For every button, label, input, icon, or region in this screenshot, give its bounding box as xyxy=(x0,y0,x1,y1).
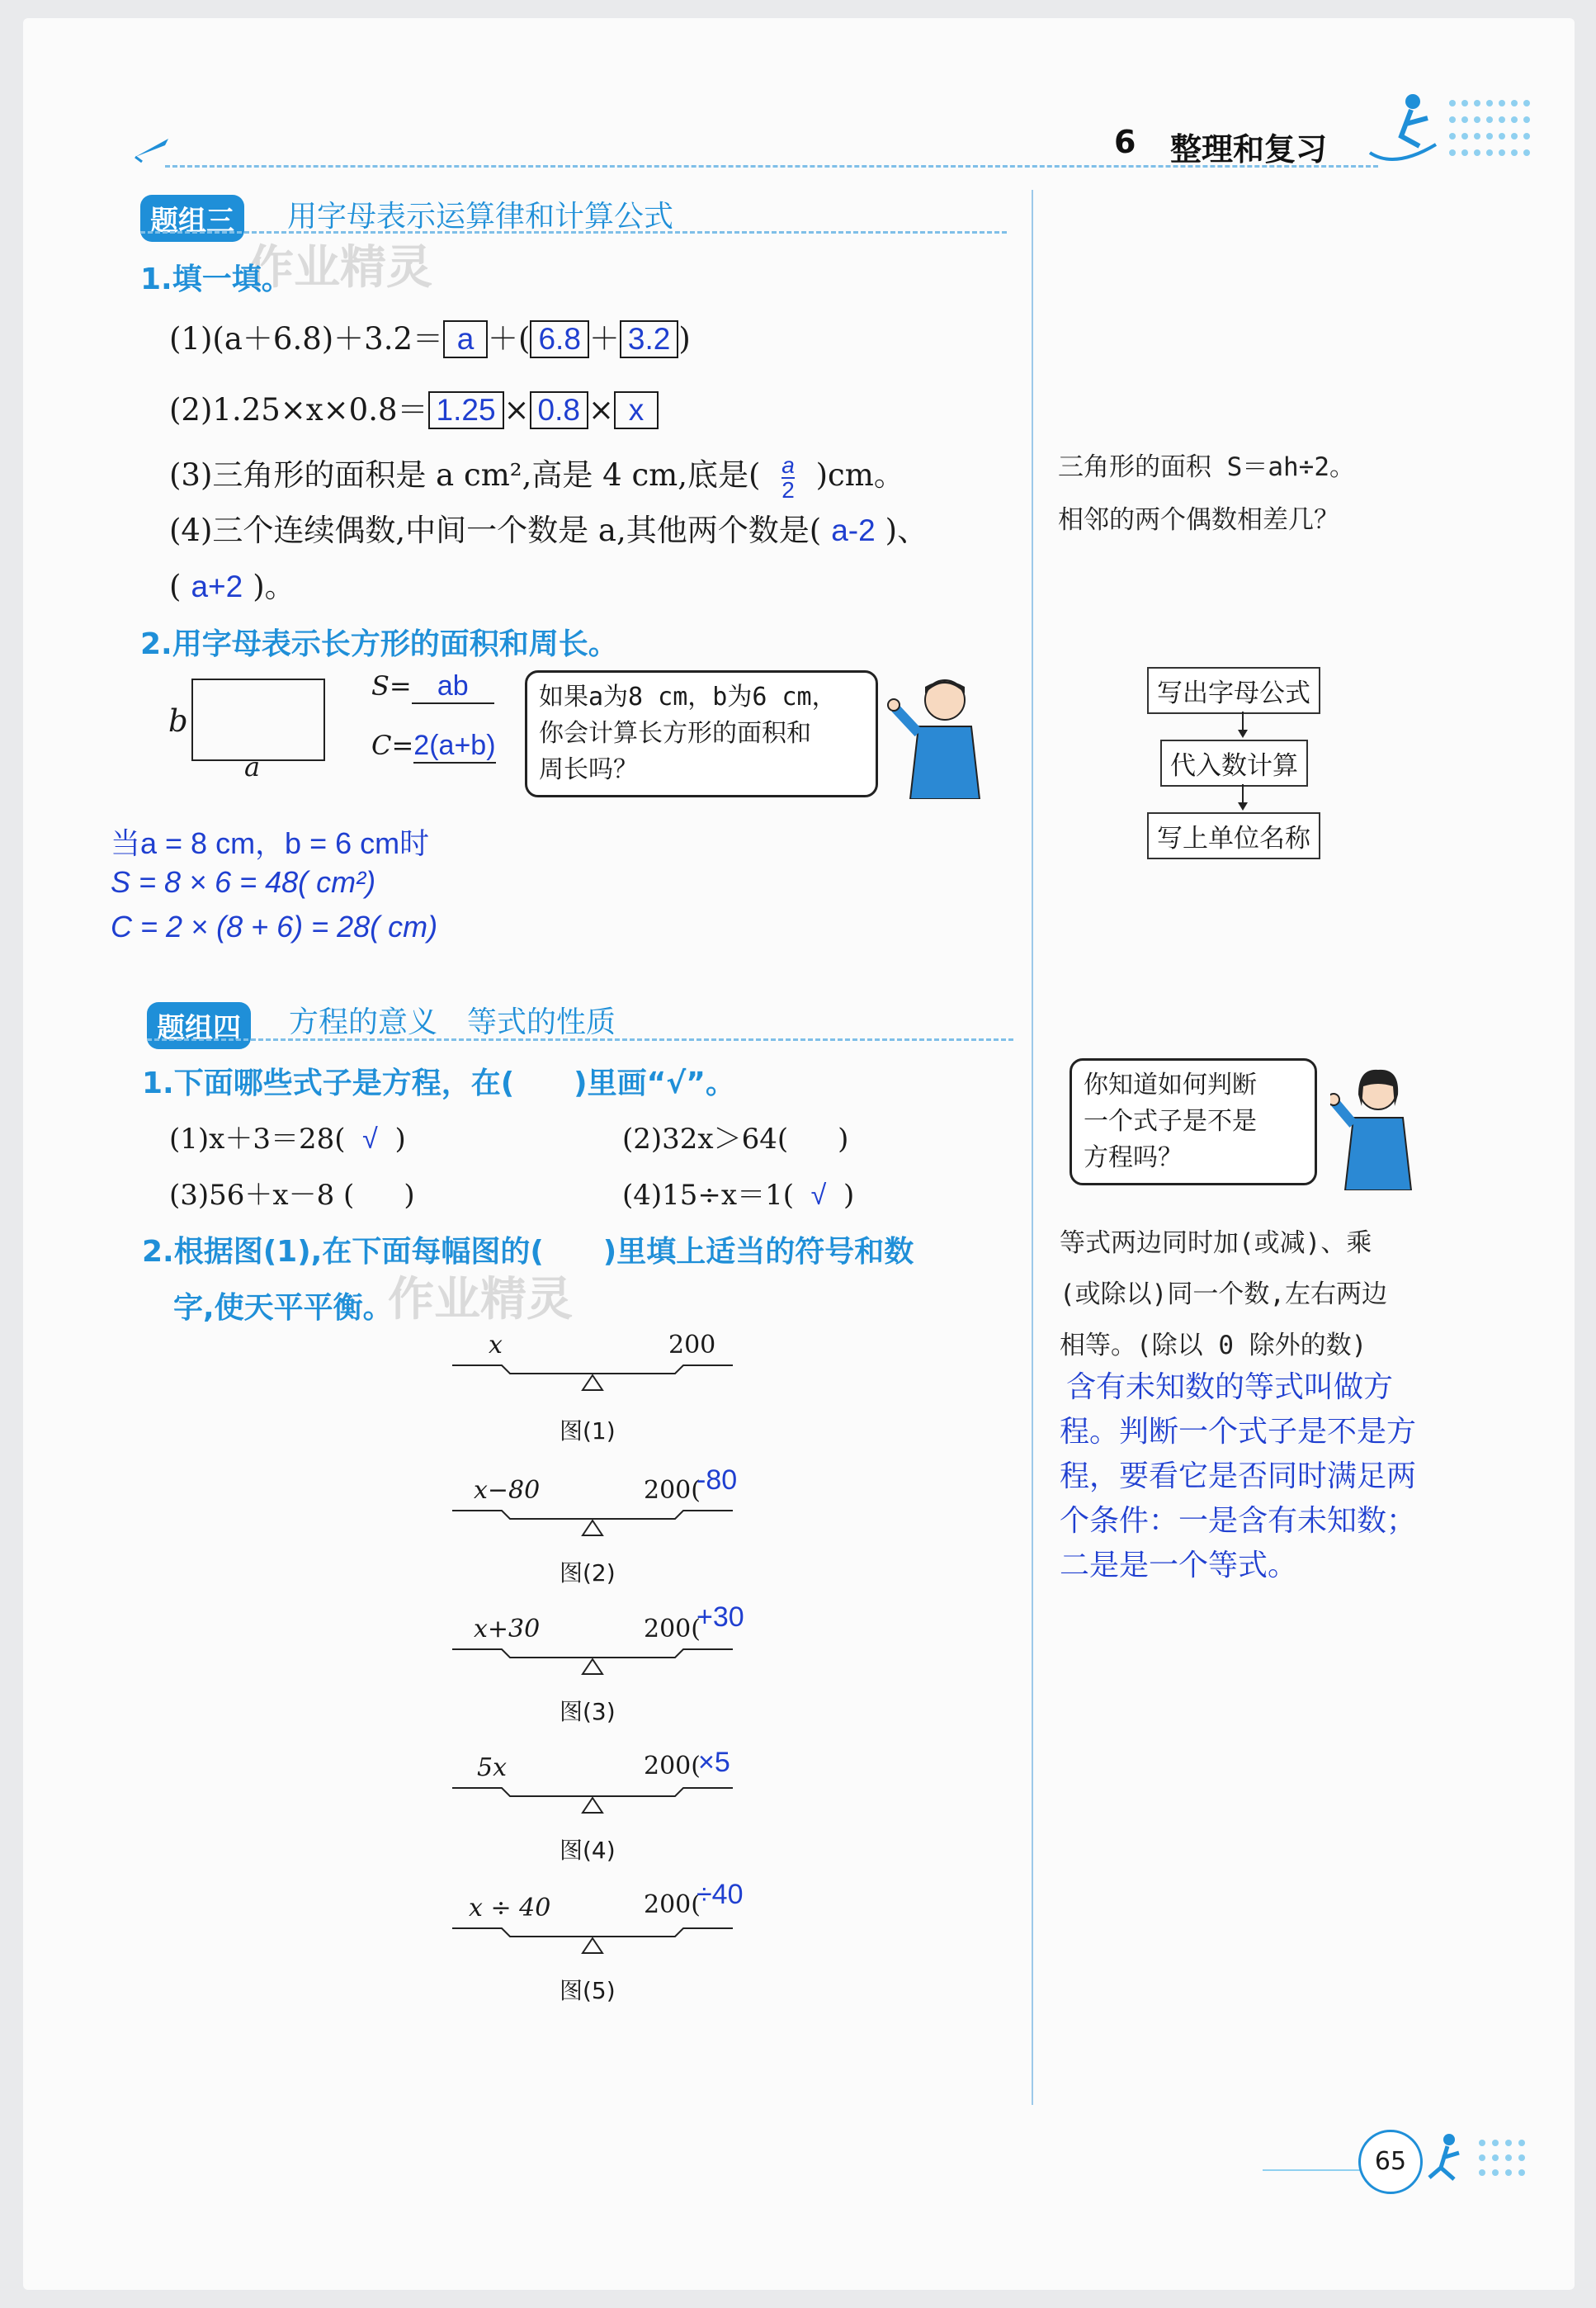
checkmark-answer[interactable]: √ xyxy=(810,1180,827,1211)
answer-box[interactable]: 6.8 xyxy=(530,320,588,358)
work-line-1: 当a = 8 cm，b = 6 cm时 xyxy=(111,826,430,860)
balance-scale-4: 5x 200( ×5 图(4) xyxy=(452,1743,733,1867)
g4-q1-heading: 1.下面哪些式子是方程，在( )里画“√”。 xyxy=(142,1067,735,1100)
g4-q2-heading-line2: 字,使天平平衡。 xyxy=(173,1291,393,1325)
arrow-down-icon xyxy=(1235,784,1251,816)
answer-box[interactable]: x xyxy=(614,391,659,429)
fraction-answer[interactable]: $\frac{a}{2}$ xyxy=(781,452,795,503)
answer-box[interactable]: 1.25 xyxy=(428,391,504,429)
tip-even-numbers: 相邻的两个偶数相差几？ xyxy=(1058,505,1339,535)
perimeter-answer[interactable]: 2(a+b) xyxy=(413,730,495,764)
runner-footer-icon xyxy=(1424,2131,1548,2192)
g4-q1-item3: (3)56＋x－8 ( ) xyxy=(169,1179,415,1212)
work-line-2: S = 8 × 6 = 48( cm²) xyxy=(111,865,376,899)
flow-step-2: 代入数计算 xyxy=(1160,740,1308,787)
answer-a-minus-2[interactable]: a-2 xyxy=(831,513,876,547)
group3-tag: 题组三 xyxy=(140,195,244,242)
watermark: 作业精灵 xyxy=(248,241,432,295)
equality-rule-2: (或除以)同一个数,左右两边 xyxy=(1060,1279,1387,1309)
g3-q1-item2: (2)1.25×x×0.8＝ 1.25 × 0.8 × x xyxy=(169,385,659,429)
g4-q2-heading-line1: 2.根据图(1),在下面每幅图的( )里填上适当的符号和数 xyxy=(142,1235,914,1269)
column-divider xyxy=(1032,190,1033,2105)
g4-q1-item1: (1)x＋3＝28( √ ) xyxy=(169,1123,406,1156)
watermark: 作业精灵 xyxy=(388,1273,573,1327)
balance-scale-3: x+30 200( +30 图(3) xyxy=(452,1606,733,1730)
girl-illustration xyxy=(1330,1067,1421,1194)
group3-title: 用字母表示运算律和计算公式 xyxy=(287,200,674,234)
scale-5-answer[interactable]: ÷40 xyxy=(696,1879,744,1910)
work-line-3: C = 2 × (8 + 6) = 28( cm) xyxy=(111,910,438,944)
answer-box[interactable]: a xyxy=(443,320,488,358)
area-answer[interactable]: ab xyxy=(412,670,494,704)
page-number-badge xyxy=(1358,2130,1423,2194)
flow-step-1: 写出字母公式 xyxy=(1147,667,1320,714)
boy-illustration xyxy=(887,675,994,802)
g4-q1-item2: (2)32x＞64( ) xyxy=(622,1123,849,1156)
group4-rule xyxy=(147,1038,1013,1041)
balance-scale-5: x ÷ 40 200( ÷40 图(5) xyxy=(452,1882,733,2006)
rectangle-diagram xyxy=(191,679,325,761)
balance-scale-2: x−80 200( -80 图(2) xyxy=(452,1468,733,1591)
speech-bubble: 如果a为8 cm，b为6 cm， 你会计算长方形的面积和 周长吗？ xyxy=(525,670,878,797)
group4-tag: 题组四 xyxy=(147,1002,251,1049)
scale-4-answer[interactable]: ×5 xyxy=(698,1747,730,1778)
answer-a-plus-2[interactable]: a+2 xyxy=(191,570,243,603)
footer-line xyxy=(1263,2169,1362,2171)
tip-triangle-area: 三角形的面积 S＝ah÷2。 xyxy=(1058,452,1355,482)
checkmark-answer[interactable]: √ xyxy=(362,1123,378,1155)
equation-answer: 含有未知数的等式叫做方 程。判断一个式子是不是方 程，要看它是否同时满足两 个条件：一是含有未知数； 二是是一个等式。 xyxy=(1060,1370,1417,1582)
g3-q1-item4: (4)三个连续偶数,中间一个数是 a,其他两个数是( a-2 )、 xyxy=(169,513,928,548)
arrow-down-icon xyxy=(1235,712,1251,743)
chapter-title: 整理和复习 xyxy=(1170,131,1328,168)
chapter-number: 6 xyxy=(1114,124,1136,160)
g3-q1-item1: (1)(a＋6.8)＋3.2＝ a ＋( 6.8 ＋ 3.2 ) xyxy=(169,321,691,357)
rect-side-a: a xyxy=(244,751,261,783)
balance-scale-1: x 200 图(1) xyxy=(452,1327,733,1451)
scale-3-answer[interactable]: +30 xyxy=(696,1601,744,1633)
g3-q1-heading: 1.填一填。 xyxy=(140,262,291,296)
rect-side-b: b xyxy=(168,703,188,739)
equality-rule-3: 相等。(除以 0 除外的数) xyxy=(1060,1331,1367,1360)
equality-rule-1: 等式两边同时加(或减)、乘 xyxy=(1060,1228,1372,1258)
g4-q1-item4: (4)15÷x＝1( √ ) xyxy=(622,1179,855,1212)
runner-logo-icon xyxy=(1362,87,1543,181)
g3-q2-heading: 2.用字母表示长方形的面积和周长。 xyxy=(140,627,618,661)
pen-icon xyxy=(132,132,173,168)
answer-box[interactable]: 0.8 xyxy=(530,391,588,429)
group4-title: 方程的意义 等式的性质 xyxy=(289,1005,616,1039)
speech-bubble-girl: 你知道如何判断 一个式子是不是 方程吗？ xyxy=(1070,1058,1317,1185)
g3-q1-item4-cont: ( a+2 )。 xyxy=(169,569,295,604)
perimeter-formula: C=2(a+b) xyxy=(371,730,496,764)
answer-box[interactable]: 3.2 xyxy=(620,320,678,358)
page-number: 65 xyxy=(1374,2147,1407,2176)
scale-2-answer[interactable]: -80 xyxy=(696,1464,738,1496)
flow-step-3: 写上单位名称 xyxy=(1147,812,1320,859)
area-formula: S= ab xyxy=(371,670,494,704)
g3-q1-item3: (3)三角形的面积是 a cm²,高是 4 cm,底是( $\frac{a}{2}$ )cm。 xyxy=(169,452,904,503)
